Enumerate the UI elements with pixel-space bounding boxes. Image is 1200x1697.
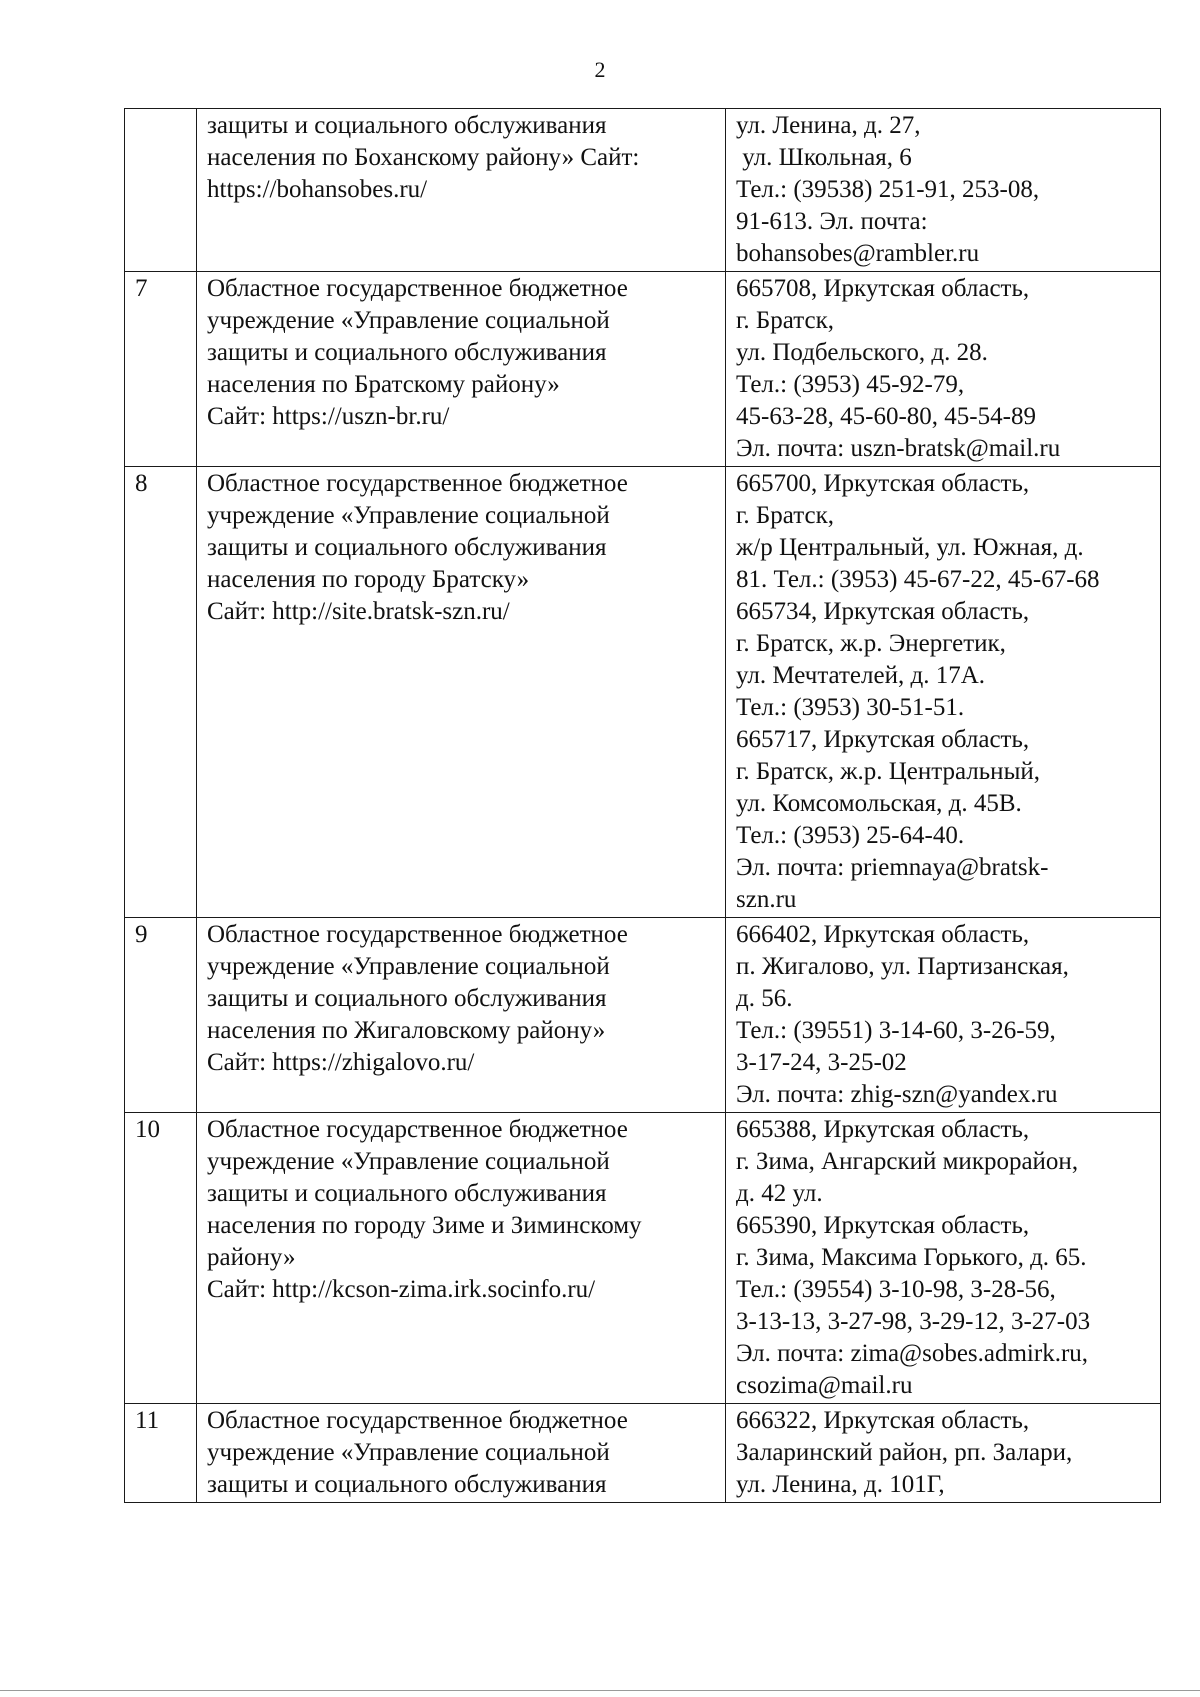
- name-line: Сайт: https://uszn-br.ru/: [207, 403, 450, 430]
- organization-name: [197, 272, 726, 467]
- address-line: 665388, Иркутская область,: [736, 1116, 1030, 1143]
- name-line: защиты и социального обслуживания: [207, 985, 607, 1012]
- address-line: 665717, Иркутская область,: [736, 726, 1030, 753]
- row-number: 7: [125, 272, 197, 467]
- table-row: [125, 1113, 1161, 1404]
- row-number: [125, 109, 197, 272]
- name-line: Областное государственное бюджетное: [207, 275, 628, 302]
- organization-name: [197, 1113, 726, 1404]
- row-number: 11: [125, 1404, 197, 1503]
- address-line: 3-17-24, 3-25-02: [736, 1049, 907, 1076]
- name-line: населения по Жигаловскому району»: [207, 1017, 606, 1044]
- address-line: Эл. почта: zima@sobes.admirk.ru,: [736, 1340, 1089, 1367]
- address-line: Тел.: (3953) 45-92-79,: [736, 371, 965, 398]
- row-number: 8: [125, 467, 197, 918]
- address-line: szn.ru: [736, 886, 797, 913]
- address-line: г. Братск,: [736, 307, 834, 334]
- table-body: [125, 109, 1161, 1503]
- organization-address: [726, 109, 1161, 272]
- name-line: учреждение «Управление социальной: [207, 953, 610, 980]
- address-line: 91-613. Эл. почта:: [736, 208, 928, 235]
- name-line: учреждение «Управление социальной: [207, 502, 610, 529]
- address-line: Тел.: (39551) 3-14-60, 3-26-59,: [736, 1017, 1056, 1044]
- name-line: учреждение «Управление социальной: [207, 307, 610, 334]
- name-line: защиты и социального обслуживания: [207, 1180, 607, 1207]
- row-number: 9: [125, 918, 197, 1113]
- name-line: Областное государственное бюджетное: [207, 921, 628, 948]
- name-line: Областное государственное бюджетное: [207, 1116, 628, 1143]
- organization-address: [726, 467, 1161, 918]
- address-line: ул. Мечтателей, д. 17А.: [736, 662, 985, 689]
- address-line: Тел.: (39554) 3-10-98, 3-28-56,: [736, 1276, 1056, 1303]
- name-line: защиты и социального обслуживания: [207, 534, 607, 561]
- name-line: защиты и социального обслуживания: [207, 112, 607, 139]
- address-line: ул. Ленина, д. 27,: [736, 112, 921, 139]
- address-line: г. Братск, ж.р. Центральный,: [736, 758, 1040, 785]
- address-line: г. Братск, ж.р. Энергетик,: [736, 630, 1006, 657]
- name-line: населения по городу Зиме и Зиминскому: [207, 1212, 642, 1239]
- organization-address: [726, 918, 1161, 1113]
- name-line: Сайт: http://kcson-zima.irk.socinfo.ru/: [207, 1276, 596, 1303]
- name-line: населения по Братскому району»: [207, 371, 560, 398]
- address-line: 665708, Иркутская область,: [736, 275, 1030, 302]
- name-line: учреждение «Управление социальной: [207, 1439, 610, 1466]
- address-line: Эл. почта: uszn-bratsk@mail.ru: [736, 435, 1061, 462]
- organization-address: [726, 1404, 1161, 1503]
- table-row: [125, 109, 1161, 272]
- address-line: 665390, Иркутская область,: [736, 1212, 1030, 1239]
- row-number: 10: [125, 1113, 197, 1404]
- name-line: https://bohansobes.ru/: [207, 176, 428, 203]
- organization-name: [197, 918, 726, 1113]
- name-line: району»: [207, 1244, 296, 1271]
- address-line: д. 56.: [736, 985, 793, 1012]
- address-line: г. Зима, Максима Горького, д. 65.: [736, 1244, 1087, 1271]
- address-line: Тел.: (3953) 25-64-40.: [736, 822, 965, 849]
- address-line: 666402, Иркутская область,: [736, 921, 1030, 948]
- address-line: ж/р Центральный, ул. Южная, д.: [736, 534, 1084, 561]
- name-line: Сайт: http://site.bratsk-szn.ru/: [207, 598, 510, 625]
- organization-name: [197, 1404, 726, 1503]
- address-line: 45-63-28, 45-60-80, 45-54-89: [736, 403, 1036, 430]
- scan-edge-line: [0, 1690, 1200, 1691]
- address-line: 665734, Иркутская область,: [736, 598, 1030, 625]
- organization-address: [726, 1113, 1161, 1404]
- address-line: ул. Школьная, 6: [736, 144, 912, 171]
- name-line: учреждение «Управление социальной: [207, 1148, 610, 1175]
- address-line: Тел.: (39538) 251-91, 253-08,: [736, 176, 1040, 203]
- table-row: [125, 272, 1161, 467]
- address-line: д. 42 ул.: [736, 1180, 823, 1207]
- name-line: Областное государственное бюджетное: [207, 470, 628, 497]
- name-line: населения по Боханскому району» Сайт:: [207, 144, 640, 171]
- table-row: [125, 918, 1161, 1113]
- name-line: защиты и социального обслуживания: [207, 339, 607, 366]
- organization-name: [197, 467, 726, 918]
- address-line: п. Жигалово, ул. Партизанская,: [736, 953, 1069, 980]
- organization-name: [197, 109, 726, 272]
- name-line: Областное государственное бюджетное: [207, 1407, 628, 1434]
- address-line: ул. Ленина, д. 101Г,: [736, 1471, 945, 1498]
- address-line: Тел.: (3953) 30-51-51.: [736, 694, 965, 721]
- address-line: 665700, Иркутская область,: [736, 470, 1030, 497]
- address-line: ул. Комсомольская, д. 45В.: [736, 790, 1022, 817]
- address-line: Эл. почта: priemnaya@bratsk-: [736, 854, 1049, 881]
- address-line: 81. Тел.: (3953) 45-67-22, 45-67-68: [736, 566, 1100, 593]
- table-row: [125, 467, 1161, 918]
- address-line: г. Братск,: [736, 502, 834, 529]
- address-line: csozima@mail.ru: [736, 1372, 913, 1399]
- name-line: защиты и социального обслуживания: [207, 1471, 607, 1498]
- organizations-table: [124, 108, 1161, 1503]
- address-line: Заларинский район, рп. Залари,: [736, 1439, 1073, 1466]
- address-line: г. Зима, Ангарский микрорайон,: [736, 1148, 1079, 1175]
- name-line: Сайт: https://zhigalovo.ru/: [207, 1049, 475, 1076]
- name-line: населения по городу Братску»: [207, 566, 530, 593]
- organization-address: [726, 272, 1161, 467]
- address-line: 666322, Иркутская область,: [736, 1407, 1030, 1434]
- address-line: Эл. почта: zhig-szn@yandex.ru: [736, 1081, 1058, 1108]
- address-line: ул. Подбельского, д. 28.: [736, 339, 988, 366]
- page-number: 2: [594, 57, 606, 82]
- table-row: [125, 1404, 1161, 1503]
- address-line: bohansobes@rambler.ru: [736, 240, 980, 267]
- address-line: 3-13-13, 3-27-98, 3-29-12, 3-27-03: [736, 1308, 1091, 1335]
